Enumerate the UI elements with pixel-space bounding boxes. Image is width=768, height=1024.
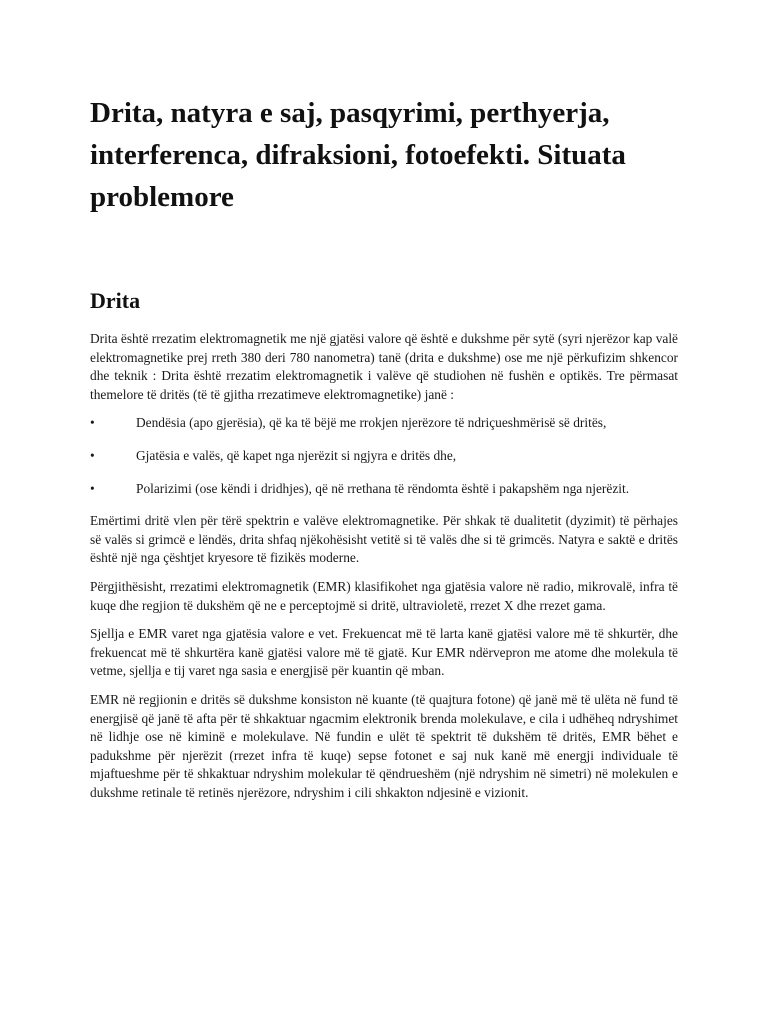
bullet-list [90, 414, 678, 498]
bullet-text: Polarizimi (ose këndi i dridhjes), që në rrethana të rëndomta është i pakapshëm nga njerëzit. [136, 480, 630, 496]
intro-paragraph: Drita është rrezatim elektromagnetik me një gjatësi valore që është e dukshme për sytë (syri njerëzor kap valë elektromagnetike prej rreth 380 deri 780 nanometra) tanë (drita e dukshme) ose me një përkufizim shkencor dhe teknik : Drita është rrezatim elektromagnetik i valëve që studiohen në fushën e optikës. Tre përmasat themelore të dritës (të të gjitha rrezatimeve elektromagnetike) janë : [90, 331, 678, 402]
document-title: Drita, natyra e saj, pasqyrimi, perthyerja, interferenca, difraksioni, fotoefekti. Situata problemore [90, 97, 626, 213]
list-item: • Polarizimi (ose këndi i dridhjes), që në rrethana të rëndomta është i pakapshëm nga njerëzit. [90, 480, 630, 496]
body-paragraph: Emërtimi dritë vlen për tërë spektrin e valëve elektromagnetike. Për shkak të dualitetit (dyzimit) të përhajes së valës si grimcë e lëndës, drita shfaq njëkohësisht vetitë si të valës dhe si të grimcës. Natyra e saktë e dritës është një nga çështjet kryesore të fizikës moderne. [90, 513, 678, 566]
body-paragraph: Përgjithësisht, rrezatimi elektromagnetik (EMR) klasifikohet nga gjatësia valore në radio, mikrovalë, infra të kuqe dhe regjion të dukshëm që ne e perceptojmë si dritë, ultravioletë, rrezet X dhe rrezet gama. [90, 578, 678, 613]
bullet-text: Gjatësia e valës, që kapet nga njerëzit si ngjyra e dritës dhe, [136, 447, 457, 463]
bullet-marker: • [90, 415, 95, 431]
bullet-text: Dendësia (apo gjerësia), që ka të bëjë me rrokjen njerëzore të ndriçueshmërisë së dritës, [136, 415, 607, 431]
document-page [90, 92, 678, 812]
list-item [90, 447, 678, 466]
body-paragraph: Sjellja e EMR varet nga gjatësia valore e vet. Frekuencat më të larta kanë gjatësi valore më të shkurtër, dhe frekuencat më të shkurtëra kanë gjatësi valore më të gjatë. Kur EMR ndërvepron me atome dhe molekula të vetme, sjellja e tij varet nga sasia e energjisë për kuantin që mban. [90, 626, 678, 679]
bullet-marker: • [90, 447, 95, 463]
section-heading: Drita [90, 288, 141, 313]
body-paragraph: EMR në regjionin e dritës së dukshme konsiston në kuante (të quajtura fotone) që janë më të ulëta në fund të energjisë që janë të afta për të shkaktuar ngacmim elektronik brenda molekulave, e cila i udhëheq ndryshimet në lidhje ose në kiminë e molekulave. Në fundin e ulët të spektrit të dukshëm të dritës, EMR bëhet e padukshme për njerëzit (rrezet infra të kuqe) sepse fotonet e saj nuk kanë më energji individuale të mjaftueshme për të shkaktuar ndryshim molekular të qëndrueshëm (një ndryshim në simetri) në molekulen e dukshme retinale të retinës njerëzore, ndryshim i cili shkakton ndjesinë e vizionit. [90, 691, 678, 800]
list-item [90, 414, 678, 433]
